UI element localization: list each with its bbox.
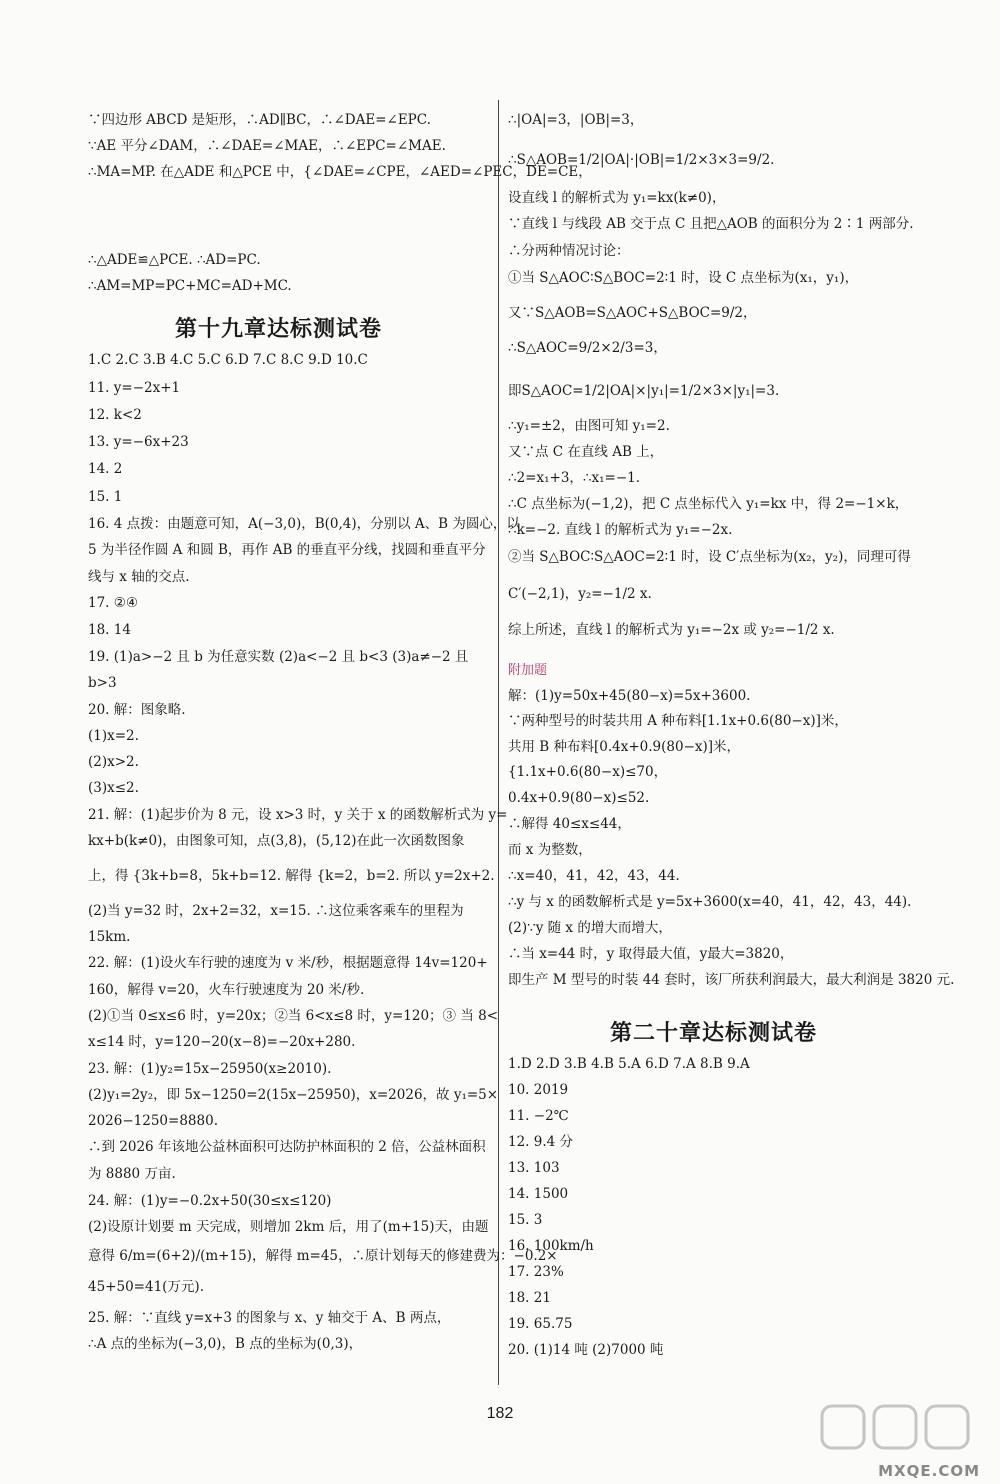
left-line-31: 23. 解：(1)y₂=15x−25950(x≥2010). [88,1061,332,1077]
left-line-11: 16. 4 点拨：由题意可知，A(−3,0)，B(0,4)，分别以 A、B 为圆心，以 [88,516,520,532]
left-line-32: (2)y₁=2y₂，即 5x−1250=2(15x−25950)，x=2026，故 y₁=5× [88,1087,499,1103]
column-divider [498,100,499,1385]
right-line-1: ∴S△AOB=1/2|OA|·|OB|=1/2×3×3=9/2. [508,152,775,168]
left-line-41: ∴A 点的坐标为(−3,0)，B 点的坐标为(0,3)， [88,1336,363,1352]
left-line-18: 20. 解：图象略. [88,702,186,718]
left-line-40: 25. 解：∵直线 y=x+3 的图象与 x、y 轴交于 A、B 两点， [88,1310,451,1326]
right-line-13: ∴k=−2. 直线 l 的解析式为 y₁=−2x. [508,522,733,538]
left-line-9: 14. 2 [88,461,123,477]
left-line-7: 12. k<2 [88,407,142,423]
left-line-15: 18. 14 [88,622,131,638]
right-line-16: 综上所述，直线 l 的解析式为 y₁=−2x 或 y₂=−1/2 x. [508,622,835,638]
right-line-20: 共用 B 种布料[0.4x+0.9(80−x)]米， [508,739,741,755]
right-line-19: ∵两种型号的时装共用 A 种布料[1.1x+0.6(80−x)]米， [508,713,848,729]
left-line-36: 24. 解：(1)y=−0.2x+50(30≤x≤120) [88,1193,332,1209]
left-line-23: kx+b(k≠0)，由图象可知，点(3,8)，(5,12)在此一次函数图象 [88,833,465,849]
left-line-21: (3)x≤2. [88,780,139,796]
right-line-37: 16. 100km/h [508,1238,594,1254]
right-line-5: ①当 S△AOC∶S△BOC=2∶1 时，设 C 点坐标为(x₁，y₁)， [508,270,859,286]
left-line-22: 21. 解：(1)起步价为 8 元，设 x>3 时，y 关于 x 的函数解析式为 y= [88,807,508,823]
right-line-7: ∴S△AOC=9/2×2/3=3， [508,340,667,356]
left-line-38: 意得 6/m=(6+2)/(m+15)，解得 m=45，∴原计划每天的修建费为：−0.2× [88,1248,558,1264]
right-line-27: (2)∵y 随 x 的增大而增大， [508,920,672,936]
left-line-19: (1)x=2. [88,728,139,744]
left-line-16: 19. (1)a>−2 且 b 为任意实数 (2)a<−2 且 b<3 (3)a≠−2 且 [88,649,469,665]
chapter-19-title: 第十九章达标测试卷 [175,317,383,342]
left-line-33: 2026−1250=8880. [88,1113,218,1129]
left-line-2: ∴MA=MP. 在△ADE 和△PCE 中，{∠DAE=∠CPE，∠AED=∠PEC，DE=CE， [88,164,592,180]
right-line-4: ∴分两种情况讨论： [508,243,630,259]
watermark-text: MXQE.COM [878,1462,980,1480]
right-line-9: ∴y₁=±2，由图可知 y₁=2. [508,418,670,434]
right-line-15: C′(−2,1)，y₂=−1/2 x. [508,586,652,602]
page-number: 182 [486,1405,514,1422]
left-line-17: b>3 [88,675,117,691]
left-line-6: 11. y=−2x+1 [88,380,181,396]
left-line-29: (2)①当 0≤x≤6 时，y=20x；②当 6<x≤8 时，y=120；③ 当 8< [88,1008,499,1024]
right-line-35: 14. 1500 [508,1186,569,1202]
right-line-33: 12. 9.4 分 [508,1134,574,1150]
right-line-34: 13. 103 [508,1160,560,1176]
right-line-41: 20. (1)14 吨 (2)7000 吨 [508,1342,664,1358]
right-line-26: ∴y 与 x 的函数解析式是 y=5x+3600(x=40，41，42，43，44). [508,894,912,910]
right-line-36: 15. 3 [508,1212,543,1228]
left-line-3: ∴△ADE≌△PCE. ∴AD=PC. [88,252,261,268]
left-line-28: 160，解得 v=20，火车行驶速度为 20 米/秒. [88,982,365,998]
left-line-25: (2)当 y=32 时，2x+2=32，x=15. ∴这位乘客乘车的里程为 [88,903,464,919]
chapter-20-title: 第二十章达标测试卷 [610,1021,818,1046]
left-line-27: 22. 解：(1)设火车行驶的速度为 v 米/秒，根据题意得 14v=120+ [88,955,488,971]
left-line-8: 13. y=−6x+23 [88,434,189,450]
right-line-38: 17. 23% [508,1264,564,1280]
right-line-22: 0.4x+0.9(80−x)≤52. [508,790,650,806]
right-line-32: 11. −2℃ [508,1108,569,1124]
left-line-0: ∵四边形 ABCD 是矩形，∴AD∥BC，∴∠DAE=∠EPC. [88,112,431,128]
right-line-8: 即S△AOC=1/2|OA|×|y₁|=1/2×3×|y₁|=3. [508,383,780,399]
right-line-17: 附加题 [508,663,548,678]
right-line-10: 又∵点 C 在直线 AB 上， [508,444,664,460]
left-line-37: (2)设原计划要 m 天完成，则增加 2km 后，用了(m+15)天，由题 [88,1219,489,1235]
right-line-21: {1.1x+0.6(80−x)≤70， [508,764,668,780]
left-line-13: 线与 x 轴的交点. [88,569,190,585]
right-line-0: ∴|OA|=3，|OB|=3， [508,112,644,128]
left-line-24: 上，得 {3k+b=8，5k+b=12. 解得 {k=2，b=2. 所以 y=2x+2. [88,868,495,884]
left-line-10: 15. 1 [88,489,123,505]
right-line-14: ②当 S△BOC∶S△AOC=2∶1 时，设 C′点坐标为(x₂，y₂)，同理可得 [508,549,911,565]
right-line-29: 即生产 M 型号的时装 44 套时，该厂所获利润最大，最大利润是 3820 元. [508,972,955,988]
right-line-11: ∴2=x₁+3，∴x₁=−1. [508,470,641,486]
right-line-23: ∴解得 40≤x≤44， [508,816,631,832]
left-line-34: ∴到 2026 年该地公益林面积可达防护林面积的 2 倍，公益林面积 [88,1139,486,1155]
right-line-2: 设直线 l 的解析式为 y₁=kx(k≠0)， [508,190,726,206]
left-line-1: ∵AE 平分∠DAM，∴∠DAE=∠MAE，∴∠EPC=∠MAE. [88,138,446,154]
right-line-39: 18. 21 [508,1290,551,1306]
left-line-4: ∴AM=MP=PC+MC=AD+MC. [88,278,292,294]
left-line-14: 17. ②④ [88,595,138,611]
right-line-6: 又∵S△AOB=S△AOC+S△BOC=9/2， [508,305,757,321]
right-line-28: ∴当 x=44 时，y 取得最大值，y最大=3820， [508,946,794,962]
right-line-30: 1.D 2.D 3.B 4.B 5.A 6.D 7.A 8.B 9.A [508,1056,750,1072]
right-line-31: 10. 2019 [508,1082,569,1098]
right-line-3: ∵直线 l 与线段 AB 交于点 C 且把△AOB 的面积分为 2∶1 两部分. [508,216,914,232]
right-line-24: 而 x 为整数， [508,842,592,858]
right-line-18: 解：(1)y=50x+45(80−x)=5x+3600. [508,688,751,704]
right-line-25: ∴x=40，41，42，43，44. [508,868,680,884]
left-line-26: 15km. [88,929,131,945]
left-line-30: x≤14 时，y=120−20(x−8)=−20x+280. [88,1034,356,1050]
right-line-40: 19. 65.75 [508,1316,573,1332]
left-line-35: 为 8880 万亩. [88,1166,176,1182]
right-line-12: ∴C 点坐标为(−1,2)，把 C 点坐标代入 y₁=kx 中，得 2=−1×k， [508,496,909,512]
left-line-39: 45+50=41(万元). [88,1279,204,1295]
left-line-20: (2)x>2. [88,754,139,770]
left-line-12: 5 为半径作圆 A 和圆 B，再作 AB 的垂直平分线，找圆和垂直平分 [88,542,486,558]
left-line-5: 1.C 2.C 3.B 4.C 5.C 6.D 7.C 8.C 9.D 10.C [88,352,368,368]
